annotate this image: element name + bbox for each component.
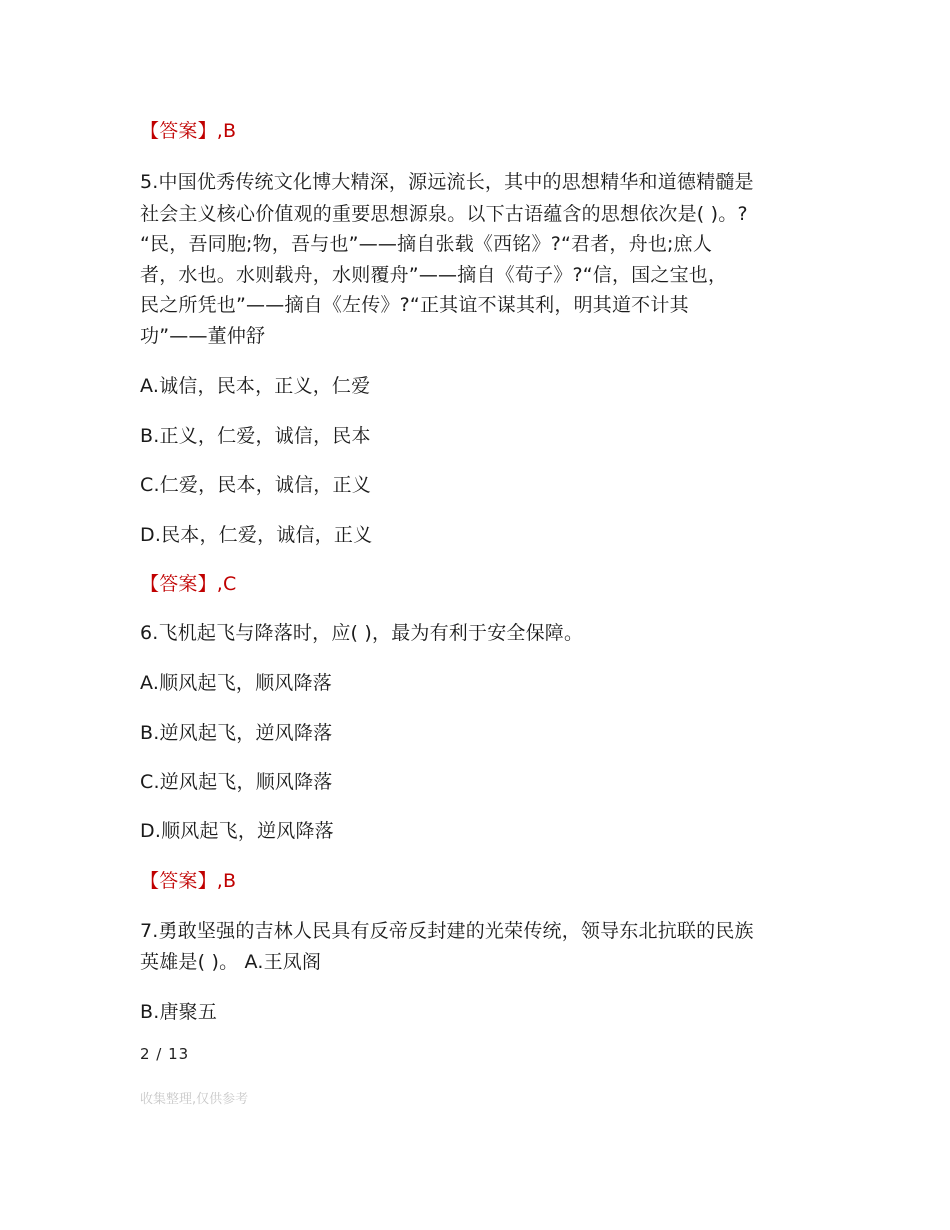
question-5-line-1: 5.中国优秀传统文化博大精深，源远流长，其中的思想精华和道德精髓是: [140, 171, 754, 193]
question-7-option-b: B.唐聚五: [140, 1001, 218, 1023]
question-6-option-c: C.逆风起飞，顺风降落: [140, 771, 333, 793]
answer-label: 【答案】,B: [140, 870, 237, 892]
question-7-line-2: 英雄是( )。 A.王凤阁: [140, 951, 322, 973]
question-6-stem: 6.飞机起飞与降落时，应( )，最为有利于安全保障。: [140, 622, 584, 644]
answer-label: 【答案】,C: [140, 573, 237, 595]
question-5-line-3: “民，吾同胞;物，吾与也”——摘自张载《西铭》?“君者，舟也;庶人: [140, 233, 713, 255]
question-5-option-a: A.诚信，民本，正义，仁爱: [140, 375, 371, 397]
question-5-option-c: C.仁爱，民本，诚信，正义: [140, 474, 371, 496]
question-5-line-6: 功”——董仲舒: [140, 325, 266, 347]
question-6-option-b: B.逆风起飞，逆风降落: [140, 722, 333, 744]
question-5-option-b: B.正义，仁爱，诚信，民本: [140, 425, 371, 447]
page-number: 2 / 13: [140, 1045, 190, 1063]
question-6-option-a: A.顺风起飞，顺风降落: [140, 672, 332, 694]
question-7-line-1: 7.勇敢坚强的吉林人民具有反帝反封建的光荣传统，领导东北抗联的民族: [140, 920, 754, 942]
footer-watermark-note: 收集整理,仅供参考: [140, 1092, 249, 1107]
question-6-option-d: D.顺风起飞，逆风降落: [140, 820, 334, 842]
question-5-line-4: 者，水也。水则载舟，水则覆舟”——摘自《荀子》?“信，国之宝也，: [140, 264, 728, 286]
question-5-line-5: 民之所凭也”——摘自《左传》?“正其谊不谋其利，明其道不计其: [140, 294, 689, 316]
question-5-line-2: 社会主义核心价值观的重要思想源泉。以下古语蕴含的思想依次是( )。?: [140, 203, 748, 225]
answer-label: 【答案】,B: [140, 120, 237, 142]
question-5-option-d: D.民本，仁爱，诚信，正义: [140, 524, 373, 546]
